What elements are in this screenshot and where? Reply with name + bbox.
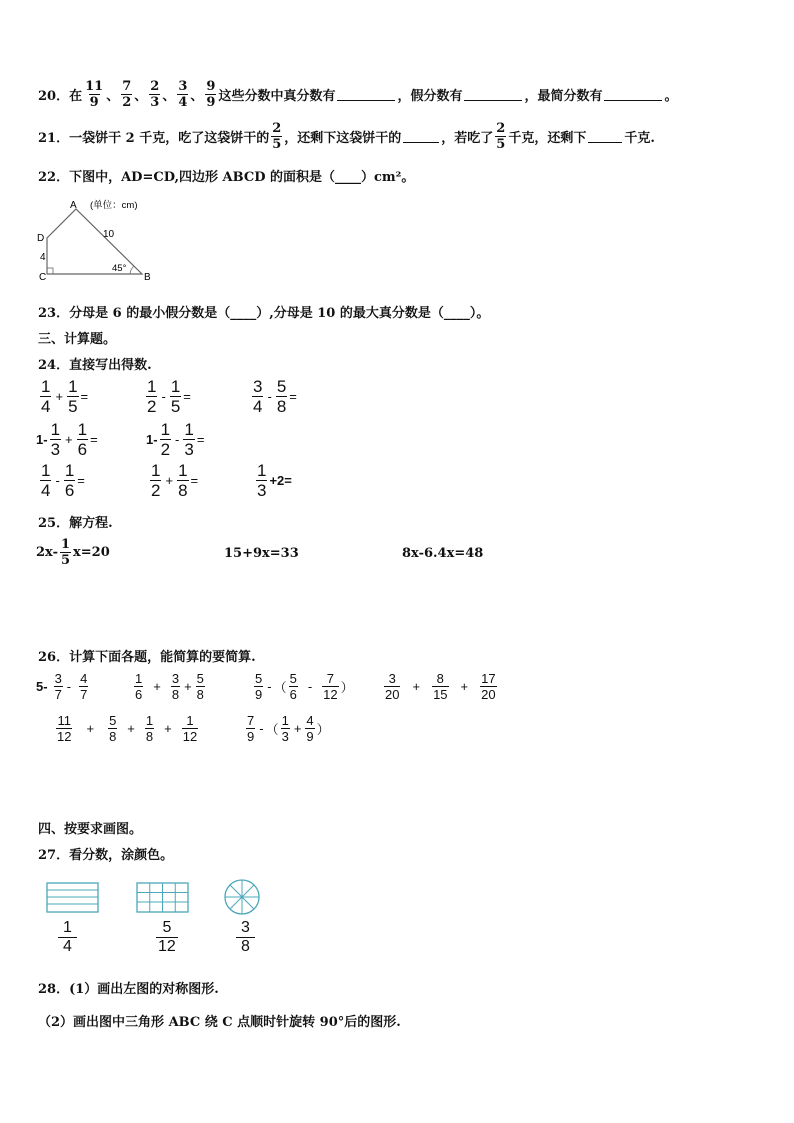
fraction: $\frac{1}{8}$ xyxy=(178,461,188,500)
q23-text: 23．分母是 6 的最小假分数是（____）,分母是 10 的最大真分数是（____）。 xyxy=(38,306,490,321)
q26-expr-3: $\frac{5}{9}$ - （ $\frac{5}{6}$ - $\frac{7}{12}$ ） xyxy=(255,671,354,702)
fraction: $\frac{1}{2}$ xyxy=(151,461,161,500)
q26-expr-2: $\frac{1}{6}$ + $\frac{3}{8}$ + $\frac{5}{8}$ xyxy=(135,671,204,702)
q27-fraction-1: $\frac{1}{4}$ xyxy=(56,920,79,955)
question-26-title xyxy=(38,646,256,665)
fraction: $\frac{1}{3}$ xyxy=(257,461,267,500)
q20-prefix: 20．在 xyxy=(38,89,83,104)
q20-text: 这些分数中真分数有 xyxy=(218,89,336,104)
unit-label: (单位：cm) xyxy=(90,200,138,211)
section-title: 四、按要求画图。 xyxy=(38,822,143,837)
q22-text: 22．下图中，AD=CD,四边形 ABCD 的面积是（____）cm²。 xyxy=(38,170,415,185)
q28-text: （2）画出图中三角形 ABC 绕 C 点顺时针旋转 90°后的图形. xyxy=(38,1015,401,1030)
section-4-heading xyxy=(38,818,142,837)
answer-blank[interactable] xyxy=(588,130,622,143)
question-28-part-2 xyxy=(38,1011,401,1030)
q24-expr: $\frac{1}{4}$ + $\frac{1}{5}$ = xyxy=(41,377,89,416)
q21-text: ，还剩下这袋饼干的 xyxy=(284,131,402,146)
section-3-heading xyxy=(38,328,116,347)
angle-label: 45° xyxy=(112,263,127,274)
question-24-title xyxy=(38,354,152,373)
fraction: $\frac{1}{6}$ xyxy=(77,420,88,459)
fraction: $\frac{1}{5}$ xyxy=(170,377,181,416)
fraction: $\frac{1}{4}$ xyxy=(41,461,51,500)
q20-text: ，最简分数有 xyxy=(524,89,603,104)
fraction: $\frac{1}{3}$ xyxy=(184,420,194,459)
fraction: $\frac{1}{2}$ xyxy=(147,377,157,416)
q26-expr-4: $\frac{3}{20}$ + $\frac{8}{15}$ + $\frac{17}{20}$ xyxy=(385,671,496,702)
separator: 、 xyxy=(106,89,120,104)
q21-text: ，若吃了 xyxy=(441,131,494,146)
q27-title: 27．看分数，涂颜色。 xyxy=(38,848,174,863)
fraction: $\frac{1}{3}$ xyxy=(50,420,61,459)
answer-blank[interactable] xyxy=(403,130,439,143)
q27-fraction-2: $\frac{5}{12}$ xyxy=(158,919,176,955)
question-20 xyxy=(38,80,678,109)
fraction: $\frac{1}{4}$ xyxy=(41,377,51,416)
fraction: $\frac{1}{2}$ xyxy=(160,420,171,459)
q24-expr: 1- $\frac{1}{2}$ - $\frac{1}{3}$ = xyxy=(146,420,205,459)
question-27-title xyxy=(38,844,173,863)
q20-text: ，假分数有 xyxy=(397,89,463,104)
vertex-label-d: D xyxy=(37,233,45,244)
side-label-ab: 10 xyxy=(103,229,115,240)
q25-title: 25．解方程. xyxy=(38,516,113,531)
fraction: $\frac{1}{6}$ xyxy=(64,461,75,500)
separator: 、 xyxy=(134,89,148,104)
vertex-label-c: C xyxy=(39,272,47,283)
q24-expr: $\frac{1}{3}$ +2= xyxy=(257,461,292,500)
fraction: $\frac{3}{4}$ xyxy=(253,377,263,416)
answer-blank[interactable] xyxy=(604,88,662,101)
q21-text: 千克，还剩下 xyxy=(508,131,587,146)
fraction: $\frac{2}{5}$ xyxy=(272,121,282,152)
question-21 xyxy=(38,122,655,151)
striped-rectangle-figure[interactable] xyxy=(46,882,100,914)
grid-rectangle-figure[interactable] xyxy=(136,882,190,914)
q24-expr: $\frac{1}{2}$ - $\frac{1}{5}$ = xyxy=(147,377,191,416)
fraction: $\frac{7}{2}$ xyxy=(122,79,132,110)
side-label-dc: 4 xyxy=(40,252,46,263)
answer-blank[interactable] xyxy=(464,88,522,101)
fraction: $\frac{5}{8}$ xyxy=(276,377,287,416)
q21-text: 21．一袋饼干 2 千克，吃了这袋饼干的 xyxy=(38,131,270,146)
vertex-label-b: B xyxy=(144,272,151,283)
answer-blank[interactable] xyxy=(337,88,395,101)
section-title: 三、计算题。 xyxy=(38,332,117,347)
q24-expr: $\frac{3}{4}$ - $\frac{5}{8}$ = xyxy=(253,377,297,416)
fraction: $\frac{3}{4}$ xyxy=(178,79,188,110)
q24-expr: $\frac{1}{2}$ + $\frac{1}{8}$ = xyxy=(151,461,199,500)
question-28-part-1 xyxy=(38,978,219,997)
q20-text: 。 xyxy=(664,89,678,104)
fraction: $\frac{2}{5}$ xyxy=(496,121,506,152)
q27-fraction-3: $\frac{3}{8}$ xyxy=(234,920,257,955)
fraction: $\frac{11}{9}$ xyxy=(85,79,104,110)
fraction: $\frac{1}{5}$ xyxy=(60,537,71,568)
fraction: $\frac{9}{9}$ xyxy=(206,79,216,110)
vertex-label-a: A xyxy=(70,200,77,211)
equation-1: 2x- $\frac{1}{5}$ x=20 xyxy=(36,537,110,568)
fraction: $\frac{2}{3}$ xyxy=(150,79,160,110)
q26-expr-1: 5- $\frac{3}{7}$ - $\frac{4}{7}$ xyxy=(36,671,88,702)
q26-expr-5: $\frac{11}{12}$ + $\frac{5}{8}$ + $\frac{1}{8}$ + $\frac{1}{12}$ xyxy=(57,713,198,744)
equation-3: 8x-6.4x=48 xyxy=(402,546,484,561)
q26-expr-6: $\frac{7}{9}$ - （ $\frac{1}{3}$ + $\frac{4}{9}$ ） xyxy=(247,713,330,744)
fraction: $\frac{1}{5}$ xyxy=(68,377,78,416)
q28-text: 28．(1）画出左图的对称图形. xyxy=(38,982,219,997)
equation-2: 15+9x=33 xyxy=(224,546,299,561)
q21-text: 千克. xyxy=(624,131,655,146)
separator: 、 xyxy=(162,89,176,104)
trapezoid-figure xyxy=(30,196,170,284)
question-23 xyxy=(38,302,489,321)
q24-title: 24．直接写出得数. xyxy=(38,358,152,373)
separator: 、 xyxy=(190,89,204,104)
q26-title: 26．计算下面各题，能简算的要简算. xyxy=(38,650,256,665)
q24-expr: $\frac{1}{4}$ - $\frac{1}{6}$ = xyxy=(41,461,85,500)
q24-expr: 1- $\frac{1}{3}$ + $\frac{1}{6}$ = xyxy=(36,420,98,459)
circle-eighths-figure[interactable] xyxy=(223,878,261,916)
question-25-title xyxy=(38,512,113,531)
question-22 xyxy=(38,166,414,185)
